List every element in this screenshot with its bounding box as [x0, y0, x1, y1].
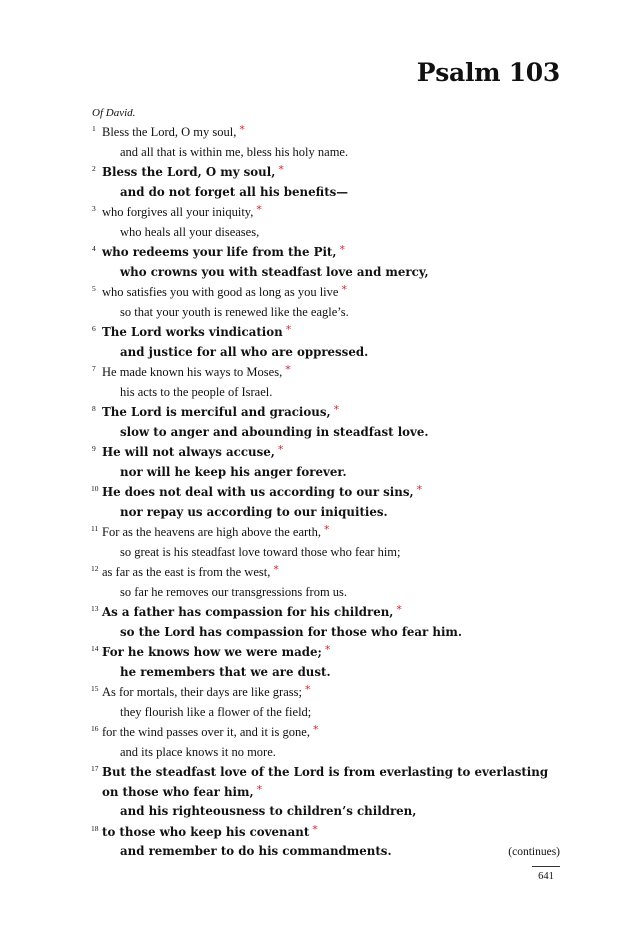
- verse-text: who heals all your diseases,: [120, 224, 260, 239]
- verse-number: 4: [92, 244, 96, 253]
- verse-text: on those who fear him,: [102, 784, 254, 799]
- verse-line: [0, 443, 640, 463]
- verse-text: they flourish like a flower of the field;: [120, 704, 312, 719]
- verse-number: 10: [91, 484, 99, 493]
- verse-line: [0, 123, 640, 143]
- verse-text: he remembers that we are dust.: [120, 664, 331, 679]
- verse-line: [0, 563, 640, 583]
- verse-line: [0, 763, 640, 783]
- verse-number: 5: [92, 284, 96, 293]
- verse-text: But the steadfast love of the Lord is from everlasting to everlasting: [102, 765, 549, 779]
- verse-text: As for mortals, their days are like grass;: [102, 685, 302, 699]
- verse-line: [0, 163, 640, 183]
- asterisk-mark: *: [396, 603, 402, 616]
- verse-text: so that your youth is renewed like the eagle’s.: [120, 304, 349, 319]
- asterisk-mark: *: [312, 822, 318, 836]
- verse-text: nor repay us according to our iniquities.: [120, 504, 388, 519]
- asterisk-mark: *: [324, 523, 330, 536]
- verse-number: 1: [92, 124, 96, 133]
- verse-text: so great is his steadfast love toward those who fear him;: [120, 544, 401, 559]
- verse-line: [0, 403, 640, 423]
- verse-line: [0, 223, 640, 243]
- verse-text: and remember to do his commandments.: [120, 844, 392, 858]
- verse-number: 16: [91, 724, 99, 733]
- page-title: Psalm 103: [416, 58, 560, 87]
- verse-text: He will not always accuse,: [102, 445, 275, 459]
- verse-text: He does not deal with us according to our sins,: [102, 485, 414, 499]
- asterisk-mark: *: [339, 243, 345, 256]
- verse-text: For as the heavens are high above the earth,: [102, 525, 322, 539]
- verse-line: [0, 143, 640, 163]
- verse-line: [0, 723, 640, 743]
- asterisk-mark: *: [256, 782, 263, 796]
- verse-number: 18: [91, 823, 99, 833]
- verse-text: his acts to the people of Israel.: [120, 384, 273, 399]
- verse-17: [0, 763, 640, 822]
- verse-line: [0, 343, 640, 363]
- verse-number: 3: [92, 204, 96, 213]
- asterisk-mark: *: [304, 683, 311, 696]
- verse-line: [0, 483, 640, 503]
- verse-number: 6: [92, 324, 96, 333]
- continues-label: (continues): [508, 846, 560, 858]
- verse-6: [0, 323, 640, 362]
- verse-4: [0, 243, 640, 282]
- page-number: 641: [538, 871, 554, 882]
- asterisk-mark: *: [333, 403, 340, 416]
- verse-list: [0, 120, 640, 862]
- verse-15: [0, 683, 640, 722]
- asterisk-mark: *: [278, 163, 284, 176]
- superscription: Of David.: [92, 107, 136, 119]
- verse-3: [0, 203, 640, 242]
- verse-text: so far he removes our transgressions from us.: [120, 584, 348, 599]
- verse-text: so the Lord has compassion for those who fear him.: [120, 624, 463, 639]
- verse-text: who redeems your life from the Pit,: [102, 245, 337, 259]
- verse-2: [0, 163, 640, 202]
- verse-line: [0, 383, 640, 403]
- verse-text: for the wind passes over it, and it is gone,: [102, 725, 310, 739]
- verse-number: 9: [92, 444, 96, 453]
- verse-text: who satisfies you with good as long as you live: [102, 285, 339, 299]
- asterisk-mark: *: [285, 363, 291, 376]
- verse-5: [0, 283, 640, 322]
- asterisk-mark: *: [416, 483, 423, 496]
- verse-text: Bless the Lord, O my soul,: [102, 165, 276, 179]
- verse-number: 2: [92, 164, 96, 173]
- verse-line: [0, 303, 640, 323]
- verse-line: [0, 243, 640, 263]
- asterisk-mark: *: [341, 283, 347, 296]
- verse-line: [0, 523, 640, 543]
- verse-line: [0, 823, 640, 843]
- verse-text: to those who keep his covenant: [102, 824, 310, 839]
- verse-text: nor will he keep his anger forever.: [120, 464, 347, 479]
- verse-number: 8: [92, 404, 96, 413]
- asterisk-mark: *: [239, 123, 245, 136]
- verse-line: [0, 683, 640, 703]
- verse-16: [0, 723, 640, 762]
- verse-number: 15: [91, 684, 99, 693]
- verse-14: [0, 643, 640, 682]
- verse-line: [0, 283, 640, 303]
- asterisk-mark: *: [273, 563, 279, 576]
- verse-text: who forgives all your iniquity,: [102, 205, 254, 219]
- verse-text: Bless the Lord, O my soul,: [102, 125, 237, 139]
- verse-9: [0, 443, 640, 482]
- verse-text: who crowns you with steadfast love and mercy,: [120, 264, 429, 279]
- verse-number: 7: [92, 364, 96, 373]
- verse-line: [0, 183, 640, 203]
- verse-number: 13: [91, 604, 99, 613]
- verse-text: He made known his ways to Moses,: [102, 365, 283, 379]
- verse-line: [0, 363, 640, 383]
- verse-text: As a father has compassion for his children,: [102, 605, 394, 619]
- verse-number: 12: [91, 564, 99, 573]
- asterisk-mark: *: [312, 723, 319, 736]
- verse-1: [0, 123, 640, 162]
- asterisk-mark: *: [285, 323, 292, 336]
- verse-line: [0, 323, 640, 343]
- asterisk-mark: *: [277, 443, 284, 456]
- verse-7: [0, 363, 640, 402]
- verse-text: and all that is within me, bless his holy name.: [120, 144, 349, 159]
- verse-text: The Lord works vindication: [102, 325, 283, 339]
- verse-number: 11: [91, 524, 99, 533]
- verse-text: The Lord is merciful and gracious,: [102, 405, 331, 419]
- verse-line: [0, 783, 640, 803]
- verse-line: [0, 603, 640, 623]
- footer-rule: [532, 866, 560, 867]
- asterisk-mark: *: [256, 203, 262, 216]
- verse-12: [0, 563, 640, 602]
- verse-11: [0, 523, 640, 562]
- verse-number: 14: [91, 644, 99, 653]
- verse-text: slow to anger and abounding in steadfast love.: [120, 424, 429, 439]
- verse-line: [0, 203, 640, 223]
- verse-text: as far as the east is from the west,: [102, 565, 271, 579]
- verse-number: 17: [91, 764, 99, 773]
- verse-line: [0, 423, 640, 443]
- verse-8: [0, 403, 640, 442]
- verse-text: and justice for all who are oppressed.: [120, 344, 369, 359]
- verse-text: and its place knows it no more.: [120, 744, 276, 759]
- verse-text: and his righteousness to children’s children,: [120, 804, 417, 818]
- verse-10: [0, 483, 640, 522]
- verse-text: and do not forget all his benefits—: [120, 184, 349, 199]
- verse-13: [0, 603, 640, 642]
- verse-line: [0, 263, 640, 283]
- asterisk-mark: *: [324, 643, 331, 656]
- verse-text: For he knows how we were made;: [102, 645, 322, 659]
- verse-line: [0, 643, 640, 663]
